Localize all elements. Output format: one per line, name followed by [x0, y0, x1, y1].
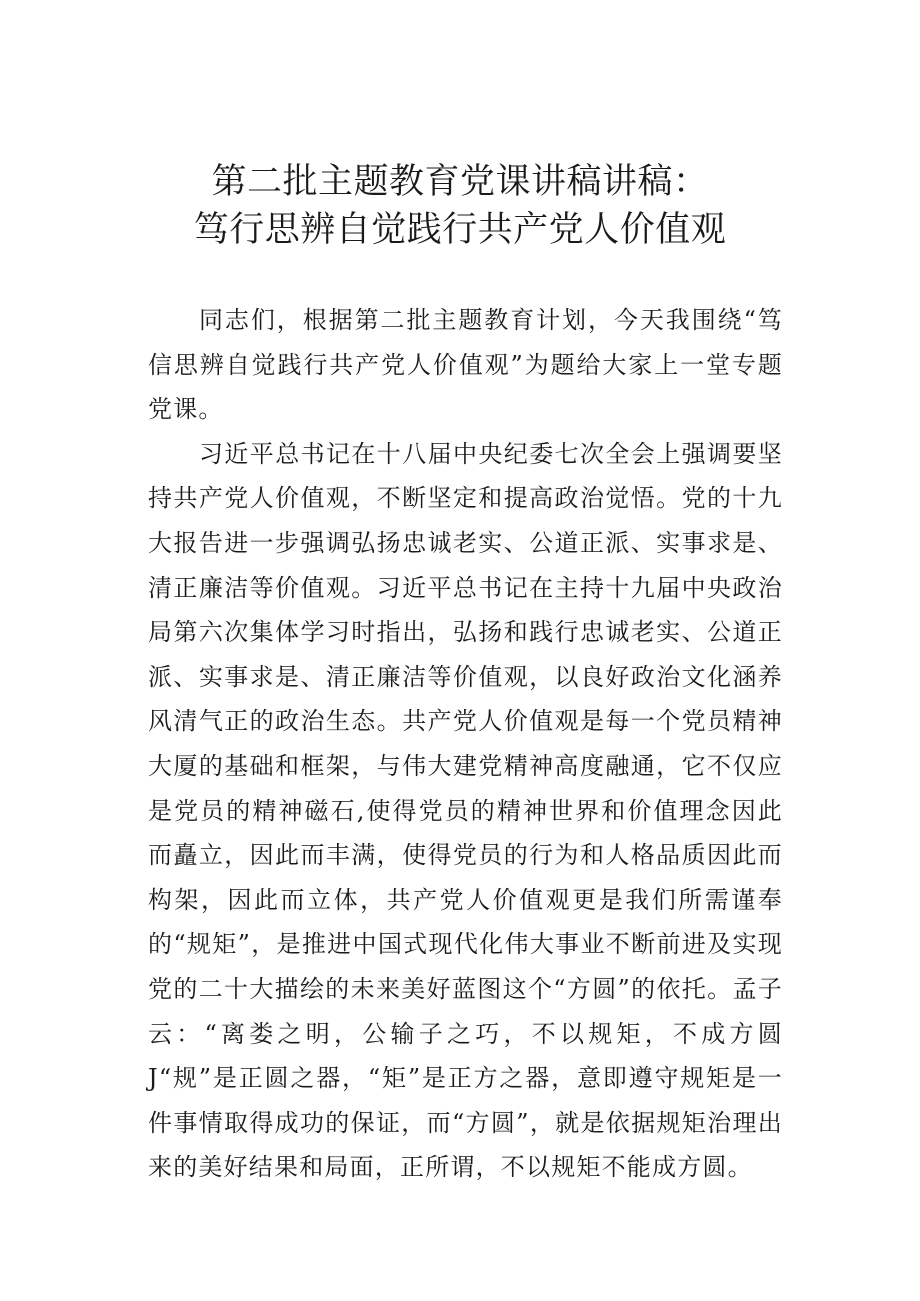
document-title [0, 158, 920, 254]
document-body [148, 298, 783, 1190]
paragraph-main: 习近平总书记在十八届中央纪委七次全会上强调要坚持共产党人价值观，不断坚定和提高政治觉悟。党的十九大报告进一步强调弘扬忠诚老实、公道正派、实事求是、清正廉洁等价值观。习近平总书记在主持十九届中央政治局第六次集体学习时指出，弘扬和践行忠诚老实、公道正派、实事求是、清正廉洁等价值观，以良好政治文化涵养风清气正的政治生态。共产党人价值观是每一个党员精神大厦的基础和框架，与伟大建党精神高度融通，它不仅应是党员的精神磁石,使得党员的精神世界和价值理念因此而矗立，因此而丰满，使得党员的行为和人格品质因此而构架，因此而立体，共产党人价值观更是我们所需谨奉的“规矩”，是推进中国式现代化伟大事业不断前进及实现党的二十大描绘的未来美好蓝图这个“方圆”的依托。孟子云：“离娄之明，公输子之巧，不以规矩，不成方圆J“规”是正圆之器，“矩”是正方之器，意即遵守规矩是一件事情取得成功的保证，而“方圆”，就是依据规矩治理出来的美好结果和局面，正所谓，不以规矩不能成方圆。 [148, 439, 783, 1182]
title-line-2: 笃行思辨自觉践行共产党人价值观 [193, 210, 727, 250]
title-line-1: 第二批主题教育党课讲稿讲稿： [211, 162, 709, 202]
paragraph-intro: 同志们，根据第二批主题教育计划，今天我围绕“笃信思辨自觉践行共产党人价值观”为题给大家上一堂专题党课。 [148, 306, 783, 424]
